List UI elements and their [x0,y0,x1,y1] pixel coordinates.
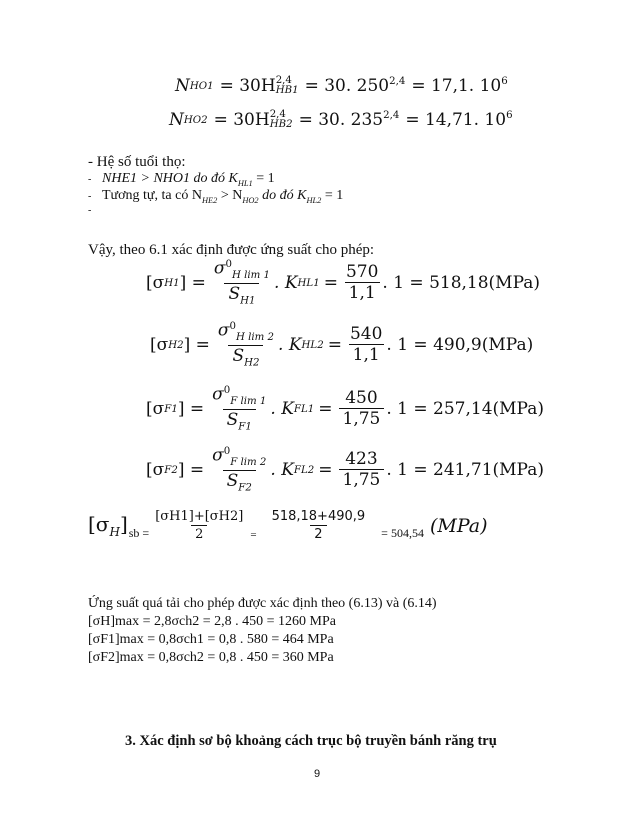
overload-intro: Ứng suất quá tải cho phép được xác định theo (6.13) và (6.14) [88,596,437,611]
page-number: 9 [314,768,321,780]
lifetime-item-1: - NHE1 > NHO1 do đó $K_{HL1} = 1$ [88,171,275,188]
section-heading: 3. Xác định sơ bộ khoảng cách trục bộ truyền bánh răng trụ [125,733,497,749]
stress-f2-equation: [σ F2 ] = $\frac{\sigma^0_{F lim 2}}{S_{F2}}$ . K FL2 = $\frac{423}{1,75}$ . 1 = 241,71(MPa) [146,445,544,494]
lifetime-title: - Hệ số tuổi thọ: [88,154,186,170]
overload-line-3: [σF2]max = 0,8σch2 = 0,8 . 450 = 360 MPa [88,650,334,665]
nho1-equation: N HO1 = 30H 2,4 HB1 = 30. 250 $^{2,4}$ = 17,1. 10 $^6$ [175,75,508,96]
lifetime-item-2: - Tương tự, ta có $N_{HE2} > N_{HO2}$ do đó $K_{HL2} = 1$ [88,188,344,205]
stress-f1-equation: [σ F1 ] = $\frac{\sigma^0_{F lim 1}}{S_{F1}}$ . K FL1 = $\frac{450}{1,75}$ . 1 = 257,14(MPa) [146,384,544,433]
lifetime-empty-bullet: - [88,205,92,216]
stress-h2-equation: [σ H2 ] = $\frac{\sigma^0_{H lim 2}}{S_{H2}}$ . K HL2 = $\frac{540}{1,1}$ . 1 = 490,9(MPa) [150,320,534,369]
overload-line-1: [σH]max = 2,8σch2 = 2,8 . 450 = 1260 MPa [88,614,336,629]
overload-line-2: [σF1]max = 0,8σch1 = 0,8 . 580 = 464 MPa [88,632,334,647]
stress-h1-equation: [σ H1 ] = $\frac{\sigma^0_{H lim 1}}{S_{H1}}$ . K HL1 = $\frac{570}{1,1}$ . 1 = 518,18(MPa) [146,258,541,307]
average-stress-equation: $[\sigma_H]$ sb = $\frac{[\sigma H1]+[\sigma H2]}{2}$ = $\frac{518,18+490,9}{2}$ = 504,54 (MPa) [88,509,488,542]
stress-intro: Vậy, theo 6.1 xác định được ứng suất cho phép: [88,242,375,258]
nho2-equation: N HO2 = 30H 2,4 HB2 = 30. 235 $^{2,4}$ = 14,71. 10 $^6$ [169,109,513,130]
